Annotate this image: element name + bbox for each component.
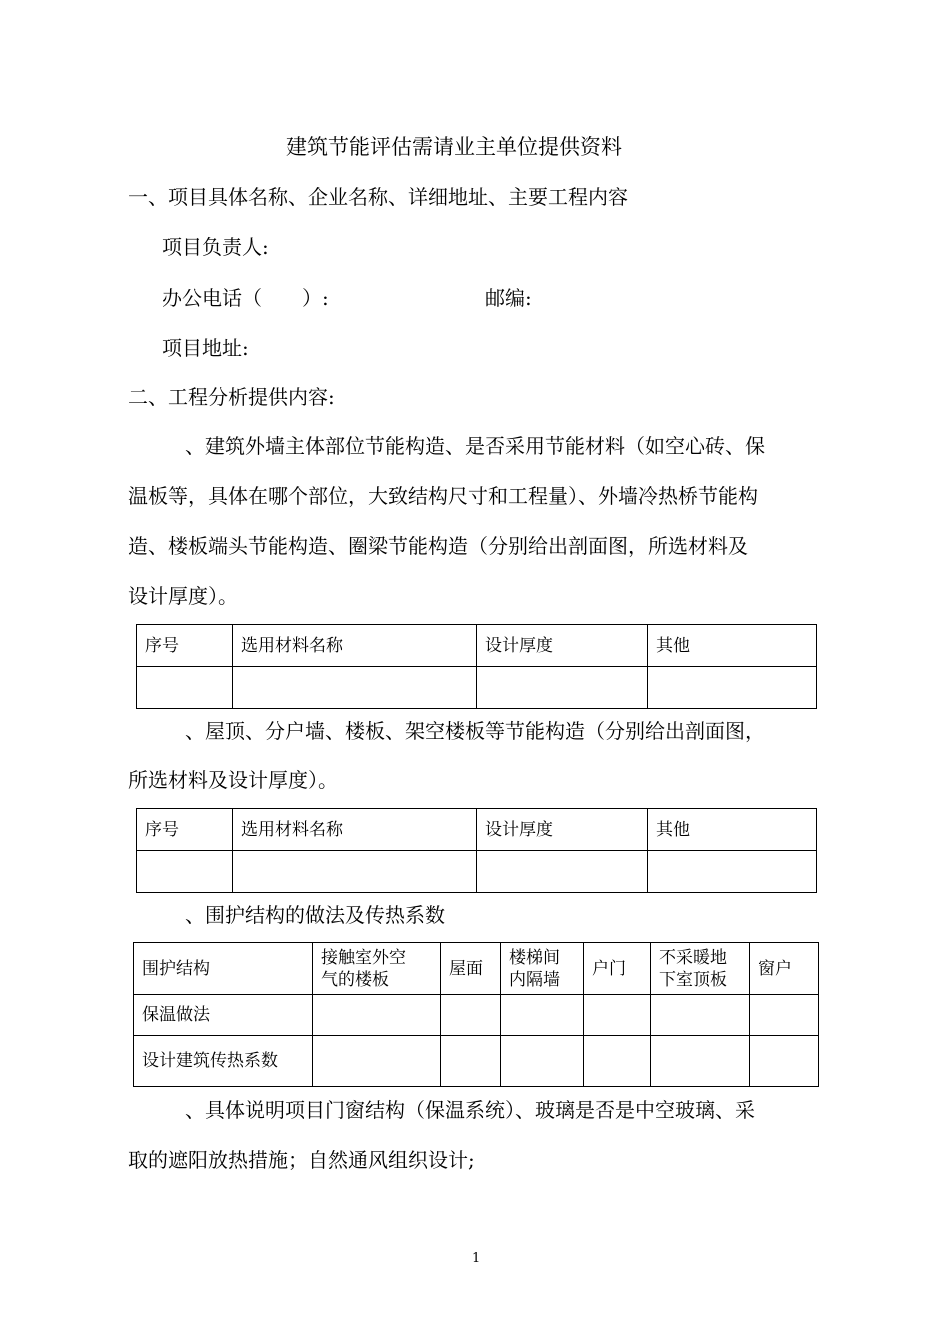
table-header-cell: 序号 [137, 809, 233, 851]
table-header-cell: 屋面 [441, 943, 501, 995]
section1-heading: 一、项目具体名称、企业名称、详细地址、主要工程内容 [128, 185, 628, 209]
table-cell[interactable] [584, 1036, 651, 1087]
table-cell[interactable] [233, 667, 477, 709]
table-cell[interactable] [651, 1036, 750, 1087]
envelope-table [133, 942, 819, 1087]
table-cell[interactable] [584, 995, 651, 1036]
table-cell[interactable] [137, 851, 233, 893]
table-cell[interactable] [233, 851, 477, 893]
table-header-cell: 接触室外空 气的楼板 [313, 943, 441, 995]
table-header-cell: 序号 [137, 625, 233, 667]
page-number: 1 [472, 1251, 481, 1266]
table-cell[interactable] [651, 995, 750, 1036]
section2-heading: 二、工程分析提供内容: [128, 385, 335, 409]
table-cell[interactable] [137, 667, 233, 709]
table-header-cell: 围护结构 [134, 943, 313, 995]
table-header-cell: 其他 [648, 625, 817, 667]
materials-table-2 [136, 808, 817, 893]
table-header-cell: 不采暖地 下室顶板 [651, 943, 750, 995]
item1-line: 、建筑外墙主体部位节能构造、是否采用节能材料（如空心砖、保 [185, 434, 765, 458]
item3-text: 、围护结构的做法及传热系数 [185, 903, 445, 927]
table-cell[interactable] [501, 1036, 584, 1087]
materials-table-1 [136, 624, 817, 709]
table-header-cell: 楼梯间 内隔墙 [501, 943, 584, 995]
item1-line: 设计厚度）。 [128, 584, 238, 608]
table-cell[interactable] [648, 667, 817, 709]
table-header-cell: 窗户 [750, 943, 819, 995]
item1-line: 造、楼板端头节能构造、圈梁节能构造（分别给出剖面图，所选材料及 [128, 534, 748, 558]
table-header-cell: 其他 [648, 809, 817, 851]
table-header-cell: 设计厚度 [477, 809, 648, 851]
table-cell[interactable] [313, 1036, 441, 1087]
row-label-cell: 保温做法 [134, 995, 313, 1036]
office-phone-label: 办公电话（ ）: [162, 286, 329, 310]
project-address-label: 项目地址: [162, 336, 249, 360]
table-cell[interactable] [750, 1036, 819, 1087]
row-label-cell: 设计建筑传热系数 [134, 1036, 313, 1087]
table-header-cell: 选用材料名称 [233, 809, 477, 851]
table-header-cell: 户门 [584, 943, 651, 995]
table-cell[interactable] [750, 995, 819, 1036]
table-cell[interactable] [477, 667, 648, 709]
page-title: 建筑节能评估需请业主单位提供资料 [286, 135, 622, 159]
table-header-cell: 选用材料名称 [233, 625, 477, 667]
table-cell[interactable] [501, 995, 584, 1036]
table-cell[interactable] [313, 995, 441, 1036]
item2-line: 所选材料及设计厚度）。 [128, 768, 338, 792]
item4-line: 、具体说明项目门窗结构（保温系统）、玻璃是否是中空玻璃、采 [185, 1098, 755, 1122]
table-header-cell: 设计厚度 [477, 625, 648, 667]
item1-line: 温板等，具体在哪个部位，大致结构尺寸和工程量）、外墙冷热桥节能构 [128, 484, 758, 508]
project-leader-label: 项目负责人: [162, 235, 269, 259]
item2-line: 、屋顶、分户墙、楼板、架空楼板等节能构造（分别给出剖面图， [185, 719, 765, 743]
postcode-label: 邮编: [485, 286, 532, 310]
table-cell[interactable] [441, 1036, 501, 1087]
table-cell[interactable] [648, 851, 817, 893]
table-cell[interactable] [477, 851, 648, 893]
table-cell[interactable] [441, 995, 501, 1036]
item4-line: 取的遮阳放热措施；自然通风组织设计; [128, 1148, 475, 1172]
